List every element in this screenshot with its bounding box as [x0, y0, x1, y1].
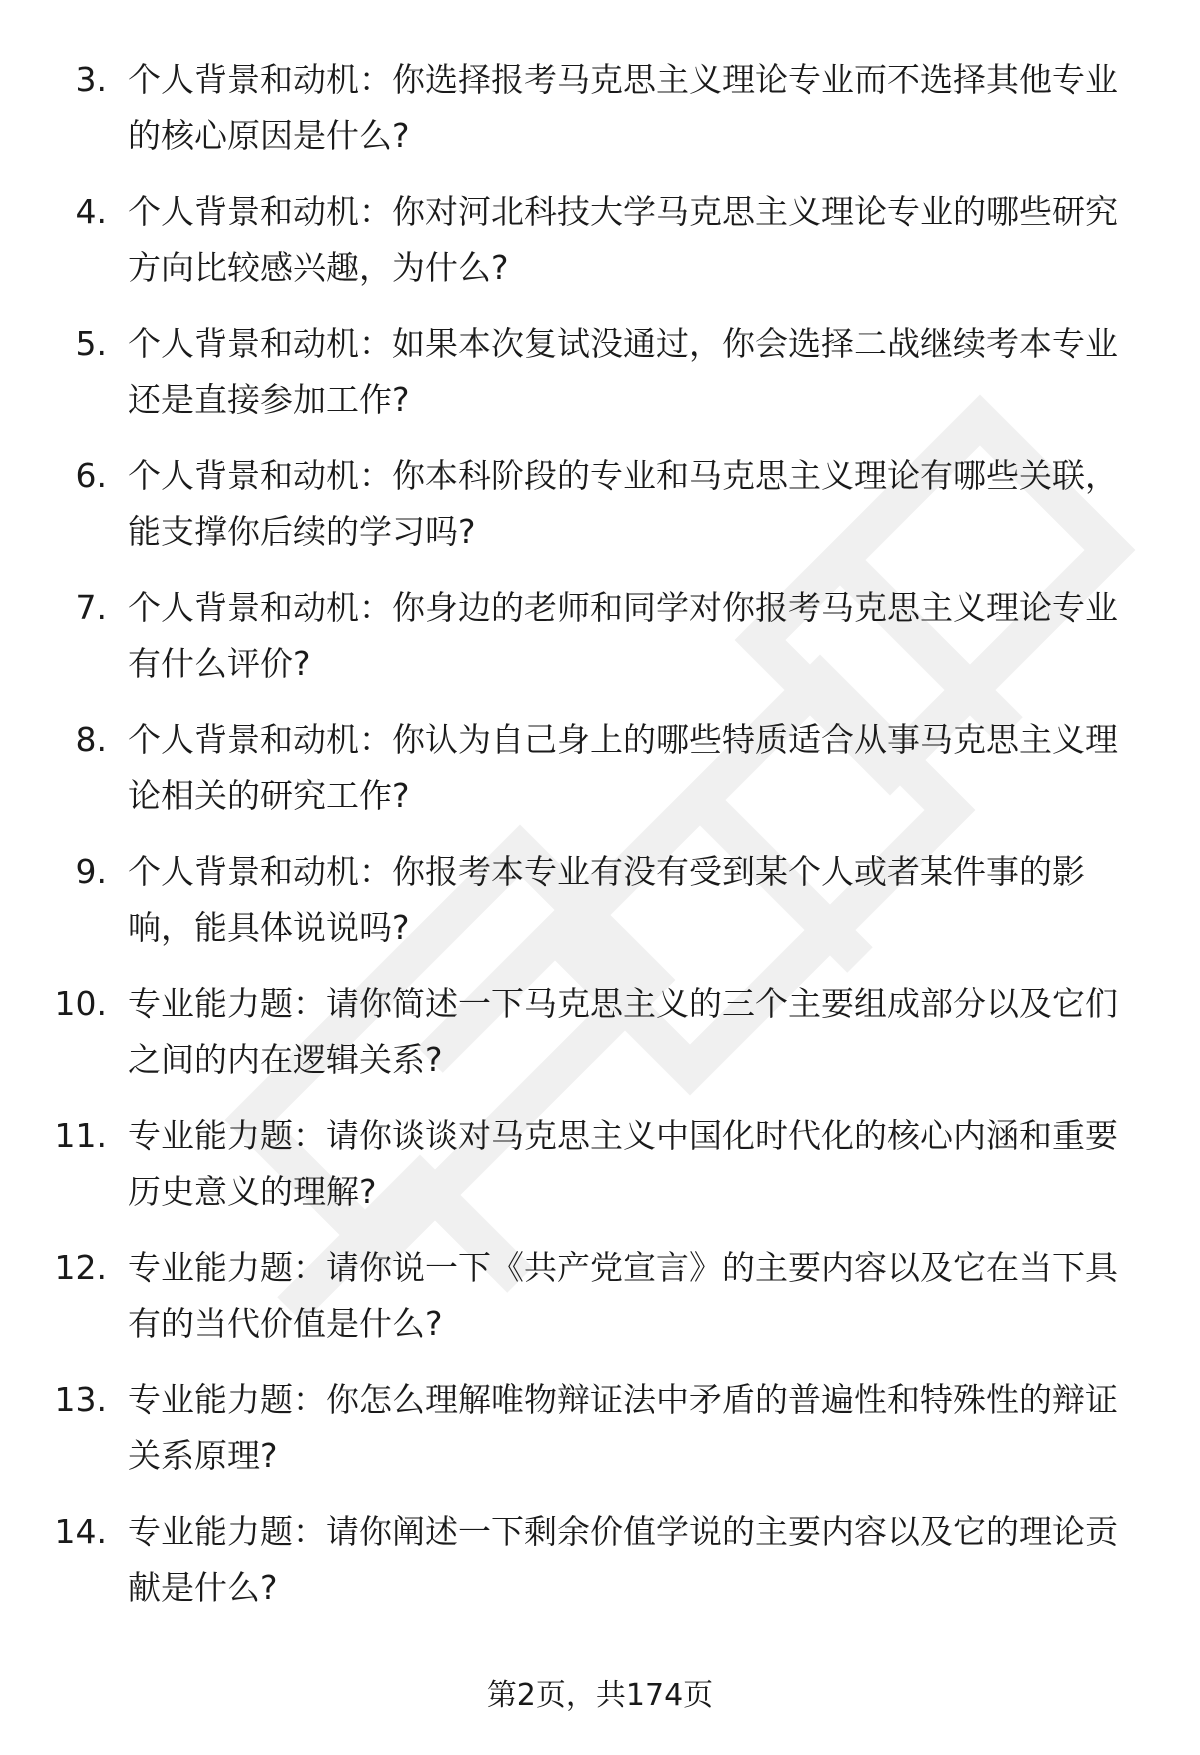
question-number: 11. — [54, 1116, 107, 1155]
question-text: 个人背景和动机：你选择报考马克思主义理论专业而不选择其他专业的核心原因是什么? — [128, 60, 1118, 155]
question-number: 8. — [75, 720, 107, 759]
page-footer: 第2页，共174页 — [486, 1678, 714, 1713]
question-item — [0, 316, 1200, 448]
question-text: 专业能力题：请你说一下《共产党宣言》的主要内容以及它在当下具有的当代价值是什么? — [128, 1248, 1118, 1343]
question-number: 12. — [54, 1248, 107, 1287]
question-text: 个人背景和动机：如果本次复试没通过，你会选择二战继续考本专业还是直接参加工作? — [128, 324, 1118, 419]
question-text: 专业能力题：请你简述一下马克思主义的三个主要组成部分以及它们之间的内在逻辑关系? — [128, 984, 1118, 1079]
question-item — [0, 184, 1200, 316]
question-item — [0, 976, 1200, 1108]
question-item — [0, 1240, 1200, 1372]
question-item — [0, 1108, 1200, 1240]
question-item — [0, 1504, 1200, 1636]
question-text: 专业能力题：请你阐述一下剩余价值学说的主要内容以及它的理论贡献是什么? — [128, 1512, 1118, 1607]
question-item — [0, 52, 1200, 184]
question-item — [0, 1372, 1200, 1504]
question-number: 14. — [54, 1512, 107, 1551]
question-list — [0, 52, 1200, 1636]
question-text: 个人背景和动机：你认为自己身上的哪些特质适合从事马克思主义理论相关的研究工作? — [128, 720, 1118, 815]
question-number: 6. — [75, 456, 107, 495]
question-item — [0, 580, 1200, 712]
question-text: 个人背景和动机：你报考本专业有没有受到某个人或者某件事的影响，能具体说说吗? — [128, 852, 1085, 947]
question-text: 个人背景和动机：你身边的老师和同学对你报考马克思主义理论专业有什么评价? — [128, 588, 1118, 683]
question-text: 个人背景和动机：你本科阶段的专业和马克思主义理论有哪些关联，能支撑你后续的学习吗? — [128, 456, 1118, 551]
question-number: 3. — [75, 60, 107, 99]
question-text: 专业能力题：你怎么理解唯物辩证法中矛盾的普遍性和特殊性的辩证关系原理? — [128, 1380, 1118, 1475]
question-number: 13. — [54, 1380, 107, 1419]
question-item — [0, 844, 1200, 976]
question-number: 9. — [75, 852, 107, 891]
question-item — [0, 712, 1200, 844]
question-number: 10. — [54, 984, 107, 1023]
question-number: 5. — [75, 324, 107, 363]
question-number: 4. — [75, 192, 107, 231]
question-text: 个人背景和动机：你对河北科技大学马克思主义理论专业的哪些研究方向比较感兴趣，为什么? — [128, 192, 1118, 287]
question-item — [0, 448, 1200, 580]
question-text: 专业能力题：请你谈谈对马克思主义中国化时代化的核心内涵和重要历史意义的理解? — [128, 1116, 1118, 1211]
question-number: 7. — [75, 588, 107, 627]
